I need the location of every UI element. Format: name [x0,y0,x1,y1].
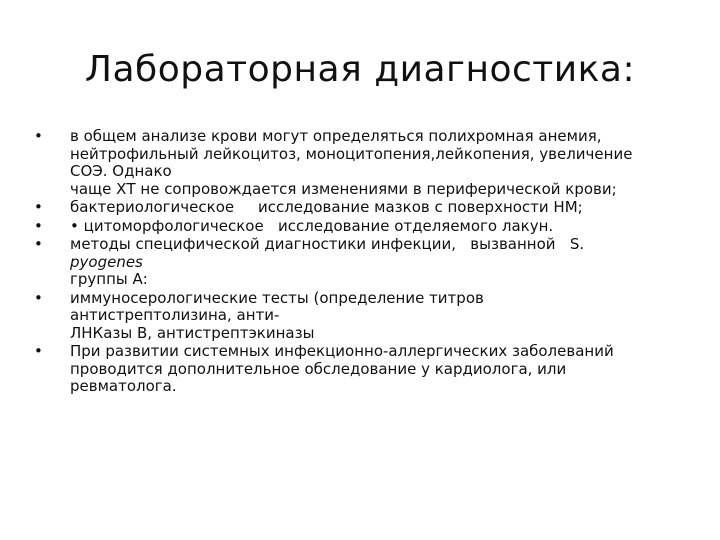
bullet-line: ревматолога. [70,377,177,395]
bullet-icon: • [34,342,43,360]
bullet-line: бактериологическое исследование мазков с поверхности НМ; [70,198,583,216]
bullet-item-bacteriology [34,199,694,217]
bullet-icon: • [34,235,43,253]
bullet-list [34,128,694,397]
bullet-item-systemic [34,343,694,396]
bullet-item-specific-methods [34,236,694,289]
bullet-line: иммуносерологические тесты (определение титров [70,288,484,307]
bullet-line: чаще ХТ не сопровождается изменениями в периферической крови; [70,179,617,198]
bullet-line: методы специфической диагностики инфекции, вызванной S. [70,235,585,253]
bullet-line: • цитоморфологическое исследование отделяемого лакун. [70,216,554,235]
bullet-line: СОЭ. Однако [70,162,172,180]
bullet-icon: • [34,216,43,235]
bullet-line: группы А: [70,270,148,288]
bullet-line: ЛНКазы В, антистрептэкиназы [70,323,315,342]
bullet-line: в общем анализе крови могут определяться полихромная анемия, [70,127,602,145]
bullet-icon: • [34,198,43,216]
bullet-line: проводится дополнительное обследование у кардиолога, или [70,359,567,378]
bullet-line: нейтрофильный лейкоцитоз, моноцитопения,лейкопения, увеличение [70,144,633,163]
slide-title: Лабораторная диагностика: [84,49,636,90]
bullet-icon: • [34,127,43,145]
bullet-line: При развитии системных инфекционно-аллергических заболеваний [70,342,614,360]
bullet-item-blood-analysis [34,128,694,198]
bullet-line-species: pyogenes [70,252,143,271]
bullet-item-immunoserology [34,290,694,343]
bullet-icon: • [34,288,43,307]
bullet-item-cytomorphology [34,218,694,236]
bullet-line: антистрептолизина, анти- [70,306,280,324]
